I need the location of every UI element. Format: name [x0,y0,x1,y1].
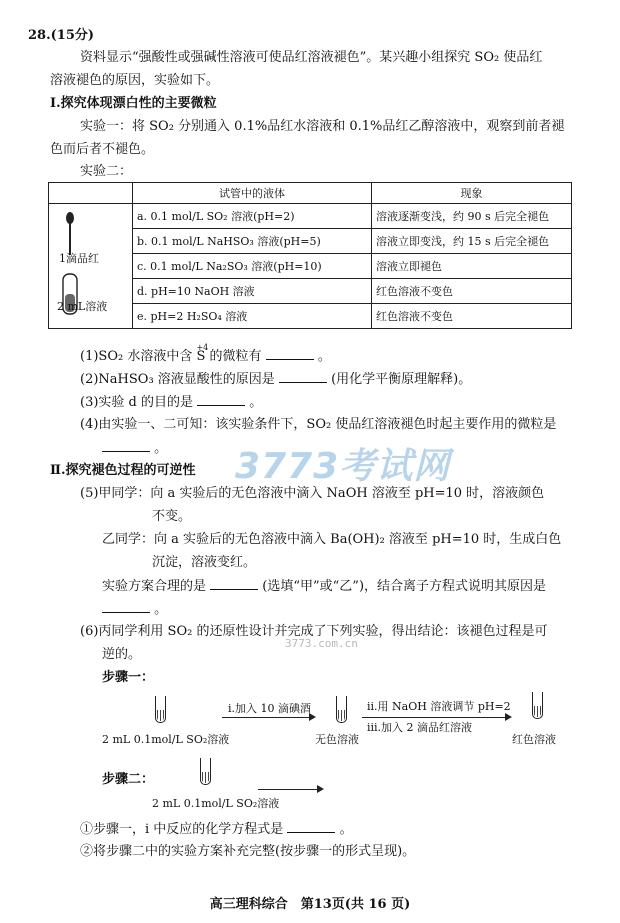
answer-blank[interactable] [210,577,258,590]
question-6-line-1: (6)丙同学利用 SO₂ 的还原性设计并完成了下列实验，得出结论：该褪色过程是可 [80,624,548,639]
experiment-1-line-2: 色而后者不褪色。 [50,142,155,157]
oxidation-state-superscript: +4 [196,343,209,352]
step-1-arrow-2-bottom-label: ⅲ.加入 2 滴品红溶液 [367,721,473,734]
question-5-yi-line-2: 沉淀，溶液变红。 [152,555,257,570]
table-header-apparatus [49,183,133,204]
question-4: (4)由实验一、二可知：该实验条件下，SO₂ 使品红溶液褪色时起主要作用的微粒是 [80,417,557,432]
test-tube-icon [532,692,543,719]
row-e-phenomenon: 红色溶液不变色 [372,304,572,329]
row-d-liquid: d. pH=10 NaOH 溶液 [133,279,372,304]
test-tube-icon [336,696,347,723]
question-2-text: (2)NaHSO₃ 溶液显酸性的原因是 [80,372,275,387]
question-5-yi-line-1: 乙同学：向 a 实验后的无色溶液中滴入 Ba(OH)₂ 溶液至 pH=10 时，生成白色 [102,532,562,547]
answer-blank[interactable] [102,600,150,613]
question-6-2: ②将步骤二中的实验方案补充完整(按步骤一的形式呈现)。 [80,844,416,859]
watermark-logo: 3773考试网 [235,446,451,487]
step-1-label: 步骤一： [102,670,155,685]
question-1 [80,343,331,366]
answer-blank[interactable] [197,393,245,406]
section-2-title: Ⅱ.探究褪色过程的可逆性 [50,463,196,478]
intro-line-1: 资料显示“强酸性或强碱性溶液可使品红溶液褪色”。某兴趣小组探究 SO₂ 使品红 [80,50,543,65]
test-tube-icon [155,696,166,723]
question-5-ask [102,577,546,596]
answer-blank[interactable] [266,347,314,360]
arrow-right-icon [362,717,510,718]
question-number: 28.(15分) [28,28,95,43]
row-d-phenomenon: 红色溶液不变色 [372,279,572,304]
row-a-liquid: a. 0.1 mol/L SO₂ 溶液(pH=2) [133,204,372,229]
question-4-end: 。 [154,441,168,456]
table-header-row [49,183,572,204]
blank-arrow-line[interactable] [258,789,322,790]
experiment-2-label: 实验二： [80,164,133,179]
question-5-answer-line [102,600,167,619]
question-5-ask-text-2: (选填“甲”或“乙”)，结合离子方程式说明其原因是 [262,579,547,594]
step-1-middle-label: 无色溶液 [315,733,359,746]
row-b-liquid: b. 0.1 mol/L NaHSO₃ 溶液(pH=5) [133,229,372,254]
table-header-liquid: 试管中的液体 [133,183,372,204]
sulfur-oxidation-state [196,343,209,366]
step-1-arrow-2-top-label: ⅱ.用 NaOH 溶液调节 pH=2 [367,700,511,713]
apparatus-cell [49,204,133,329]
question-1-text: (1)SO₂ 水溶液中含 [80,349,193,364]
question-6-line-2: 逆的。 [102,647,142,662]
question-6-1 [80,820,353,839]
apparatus-label-drop: 1滴品红 [59,252,99,265]
answer-blank[interactable] [279,370,327,383]
answer-blank[interactable] [102,439,150,452]
question-2-text-2: (用化学平衡原理解释)。 [331,372,472,387]
row-e-liquid: e. pH=2 H₂SO₄ 溶液 [133,304,372,329]
row-c-phenomenon: 溶液立即褪色 [372,254,572,279]
experiment-table [48,182,572,329]
table-row [49,204,572,229]
section-1-title: Ⅰ.探究体现漂白性的主要微粒 [50,96,217,111]
question-3-end: 。 [249,395,263,410]
arrow-right-icon [222,717,314,718]
question-5-end: 。 [154,602,168,617]
apparatus-label-solution: 2 mL溶液 [57,300,108,313]
row-c-liquid: c. 0.1 mol/L Na₂SO₃ 溶液(pH=10) [133,254,372,279]
row-b-phenomenon: 溶液立即变浅，约 15 s 后完全褪色 [372,229,572,254]
question-3-text: (3)实验 d 的目的是 [80,395,194,410]
question-2 [80,370,471,389]
step-1-tube-label: 2 mL 0.1mol/L SO₂溶液 [102,733,230,746]
question-3 [80,393,262,412]
step-1-end-label: 红色溶液 [512,733,556,746]
question-5-jia-line-1: (5)甲同学：向 a 实验后的无色溶液中滴入 NaOH 溶液至 pH=10 时，溶液颜色 [80,486,545,501]
step-2-label: 步骤二： [102,772,155,787]
answer-blank[interactable] [287,820,335,833]
experiment-1-line-1: 实验一：将 SO₂ 分别通入 0.1%品红水溶液和 0.1%品红乙醇溶液中，观察到前者褪 [80,119,565,134]
question-5-jia-line-2: 不变。 [152,509,192,524]
watermark-url: 3773.com.cn [285,637,358,650]
step-1-arrow-1-label: ⅰ.加入 10 滴碘酒 [228,702,312,715]
table-header-phenomenon: 现象 [372,183,572,204]
intro-line-2: 溶液褪色的原因，实验如下。 [50,73,220,88]
question-1-end: 。 [317,349,331,364]
question-6-1-end: 。 [339,822,353,837]
question-6-1-text: ①步骤一，ⅰ 中反应的化学方程式是 [80,822,284,837]
question-5-ask-text: 实验方案合理的是 [102,579,207,594]
step-2-tube-label: 2 mL 0.1mol/L SO₂溶液 [152,797,280,810]
row-a-phenomenon: 溶液逐渐变浅，约 90 s 后完全褪色 [372,204,572,229]
question-4-answer-line [102,439,167,458]
question-1-text-2: 的微粒有 [209,349,262,364]
page-footer: 高三理科综合 第13页(共 16 页) [209,897,411,912]
test-tube-icon [200,758,211,785]
sulfur-symbol: S [196,349,206,364]
